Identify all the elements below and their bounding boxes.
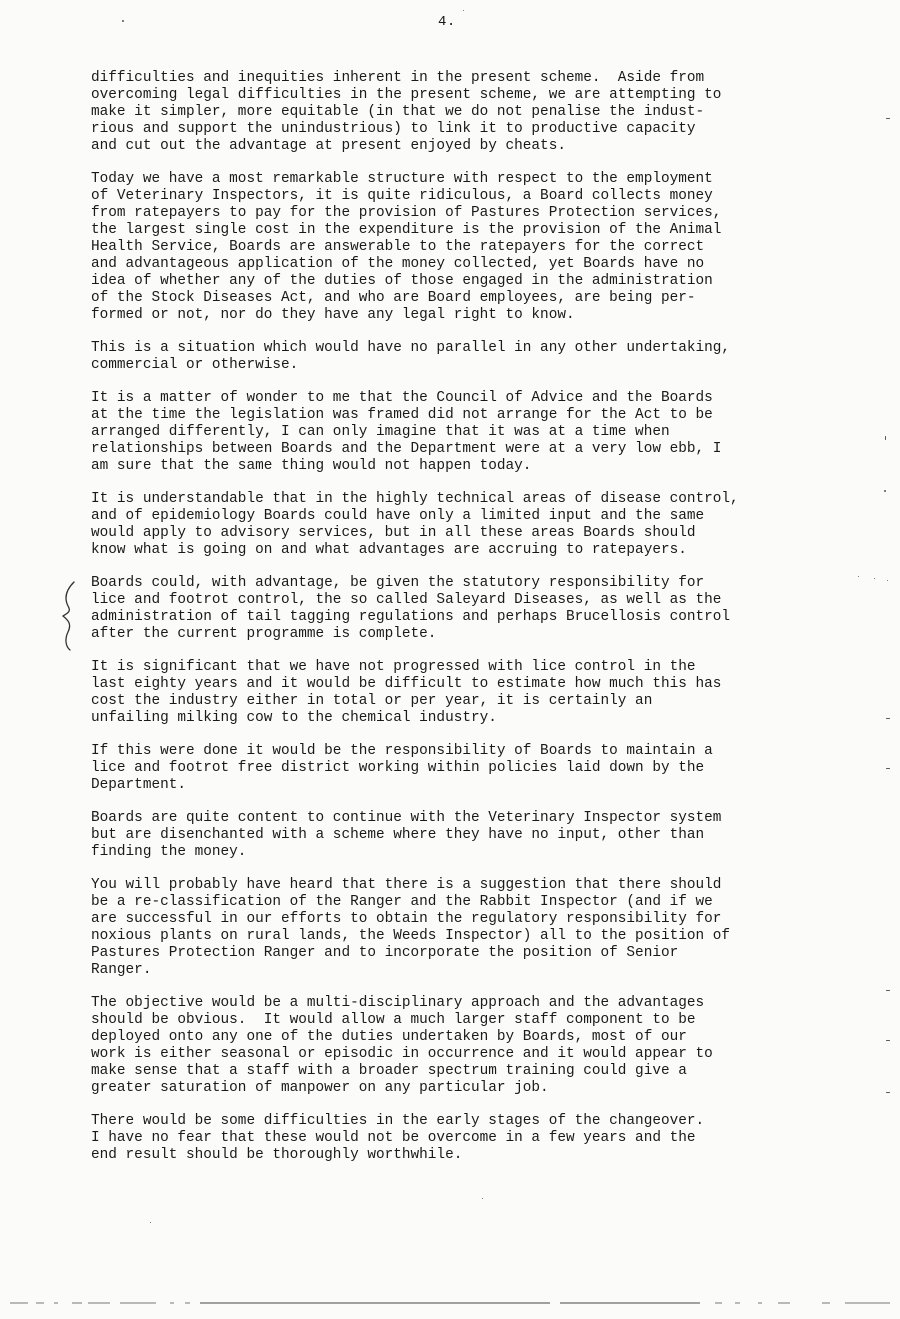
scan-speck	[463, 10, 464, 11]
paragraph-9: Boards are quite content to continue with the Veterinary Inspector system but are disenchanted with a scheme where they have no input, other than finding the money.	[91, 810, 722, 860]
scan-speck	[150, 1222, 151, 1223]
scan-speck	[482, 1198, 483, 1199]
scan-speck	[886, 990, 890, 991]
paragraph-12: There would be some difficulties in the early stages of the changeover. I have no fear that these would not be overcome in a few years and the end result should be thoroughly worthwhile.	[91, 1113, 705, 1163]
paragraph-2: Today we have a most remarkable structure with respect to the employment of Veterinary Inspectors, it is quite ridiculous, a Board collects money from ratepayers to pay for the provision of Pastures Protection services, the largest single cost in the expenditure is the provision of the Animal Health Service, Boards are answerable to the ratepayers for the correct and advantageous application of the money collected, yet Boards have no idea of whether any of the duties of those engaged in the administration of the Stock Diseases Act, and who are Board employees, are being per- formed or not, nor do they have any legal right to know.	[91, 171, 722, 323]
scan-speck	[884, 490, 886, 492]
scan-speck	[886, 768, 890, 769]
paragraph-8: If this were done it would be the responsibility of Boards to maintain a lice and footrot free district working within policies laid down by the Department.	[91, 743, 713, 793]
scan-speck	[886, 718, 890, 719]
paragraph-7: It is significant that we have not progressed with lice control in the last eighty years and it would be difficult to estimate how much this has cost the industry either in total or per year, it is certainly an unfailing milking cow to the chemical industry.	[91, 659, 722, 726]
paragraph-4: It is a matter of wonder to me that the Council of Advice and the Boards at the time the legislation was framed did not arrange for the Act to be arranged differently, I can only imagine that it was at a time when relationships between Boards and the Department were at a very low ebb, I am sure that the same thing would not happen today.	[91, 390, 722, 474]
scan-speck	[874, 578, 875, 579]
scan-speck	[886, 1092, 890, 1093]
body-text	[91, 70, 821, 1180]
scan-speck	[887, 580, 888, 581]
paragraph-3: This is a situation which would have no parallel in any other undertaking, commercial or otherwise.	[91, 340, 731, 373]
page-number: 4.	[438, 14, 456, 30]
scan-speck	[122, 20, 124, 22]
handwritten-bracket-mark	[60, 580, 86, 652]
paragraph-1: difficulties and inequities inherent in the present scheme. Aside from overcoming legal difficulties in the present scheme, we are attempting to make it simpler, more equitable (in that we do not penalise the indust- rious and support the unindustrious) to link it to productive capacity and cut out the advantage at present enjoyed by cheats.	[91, 70, 722, 154]
scan-speck	[885, 436, 886, 440]
scan-speck	[886, 118, 890, 119]
bottom-scan-rule	[10, 1302, 890, 1304]
paragraph-6: Boards could, with advantage, be given the statutory responsibility for lice and footrot control, the so called Saleyard Diseases, as well as the administration of tail tagging regulations and perhaps Brucellosis control after the current programme is complete.	[91, 575, 731, 642]
scan-speck	[858, 576, 859, 577]
scan-speck	[886, 1040, 890, 1041]
paragraph-10: You will probably have heard that there is a suggestion that there should be a re-classification of the Ranger and the Rabbit Inspector (and if we are successful in our efforts to obtain the regulatory responsibility for noxious plants on rural lands, the Weeds Inspector) all to the position of Pastures Protection Ranger and to incorporate the position of Senior Ranger.	[91, 877, 731, 978]
paragraph-5: It is understandable that in the highly technical areas of disease control, and of epidemiology Boards could have only a limited input and the same would apply to advisory services, but in all these areas Boards should know what is going on and what advantages are accruing to ratepayers.	[91, 491, 739, 558]
paragraph-11: The objective would be a multi-disciplinary approach and the advantages should be obvious. It would allow a much larger staff component to be deployed onto any one of the duties undertaken by Boards, most of our work is either seasonal or episodic in occurrence and it would appear to make sense that a staff with a broader spectrum training could give a greater saturation of manpower on any particular job.	[91, 995, 713, 1096]
